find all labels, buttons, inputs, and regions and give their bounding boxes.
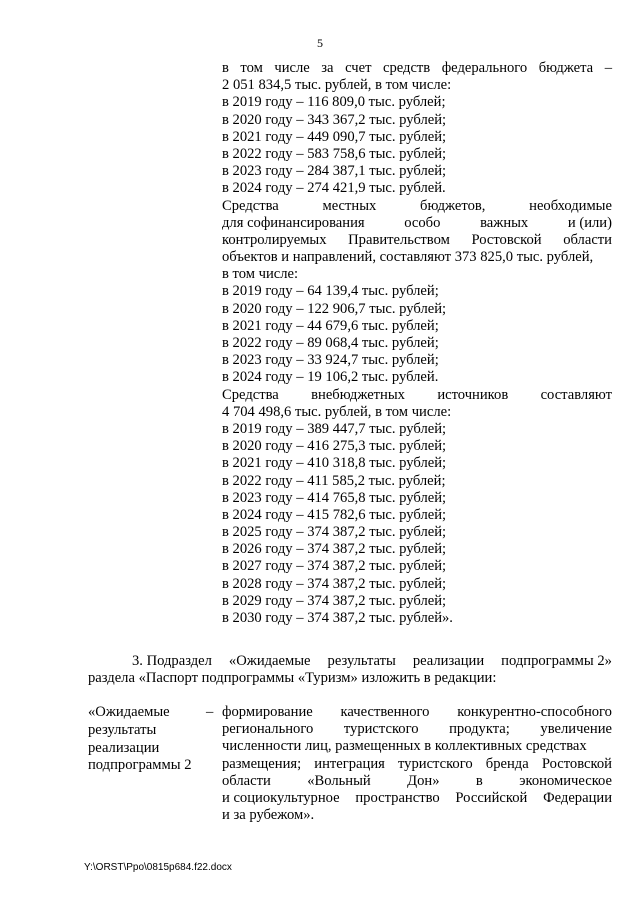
year-line: в 2021 году – 44 679,6 тыс. рублей; [222, 317, 439, 334]
word: – [604, 60, 612, 76]
word: продукта; [449, 721, 510, 738]
justified-line [222, 756, 612, 773]
word: реализации [412, 653, 485, 669]
word: интеграция [314, 755, 385, 772]
word: для софинансирования [222, 214, 365, 231]
year-line: в 2022 году – 411 585,2 тыс. рублей; [222, 472, 446, 489]
year-line: в 2020 году – 343 367,2 тыс. рублей; [222, 111, 447, 128]
text-line: 2 051 834,5 тыс. рублей, в том числе: [222, 77, 452, 94]
word: Федерации [543, 789, 612, 806]
year-line: в 2025 году – 374 387,2 тыс. рублей; [222, 524, 447, 541]
word: экономическое [519, 772, 612, 789]
word: важных [480, 214, 529, 231]
year-line: в 2024 году – 415 782,6 тыс. рублей; [222, 506, 447, 523]
year-line: в 2029 году – 374 387,2 тыс. рублей; [222, 592, 447, 609]
word: области [563, 231, 612, 248]
word: Правительством [348, 231, 450, 248]
page-number: 5 [317, 36, 323, 50]
word: федерального [441, 60, 528, 76]
justified-line [222, 773, 612, 790]
year-line: в 2019 году – 389 447,7 тыс. рублей; [222, 420, 447, 437]
word: туристского [343, 721, 419, 738]
justified-line [222, 721, 612, 738]
word: бюджета [538, 60, 594, 76]
word: регионального [222, 721, 314, 738]
year-line: в 2023 году – 284 387,1 тыс. рублей; [222, 163, 447, 180]
word: качественного [340, 704, 430, 720]
text-line: объектов и направлений, составляют 373 825,0 тыс. рублей, [222, 249, 594, 266]
year-line: в 2022 году – 583 758,6 тыс. рублей; [222, 145, 447, 162]
year-line: в 2024 году – 274 421,9 тыс. рублей. [222, 180, 446, 197]
year-line: в 2023 году – 414 765,8 тыс. рублей; [222, 489, 447, 506]
table-label-line: результаты [88, 721, 157, 738]
word: Ростовской [541, 755, 612, 772]
file-path-footer: Y:\ORST\Ppo\0815p684.f22.docx [84, 862, 232, 873]
table-label-line: «Ожидаемые [88, 704, 170, 720]
word: средств [382, 60, 431, 76]
word: 3. Подраздел [132, 653, 212, 669]
text-line: раздела «Паспорт подпрограммы «Туризм» изложить в редакции: [88, 670, 497, 687]
justified-line [222, 387, 612, 404]
word: области [222, 772, 271, 789]
year-line: в 2020 году – 122 906,7 тыс. рублей; [222, 300, 447, 317]
year-line: в 2019 году – 116 809,0 тыс. рублей; [222, 94, 446, 111]
word: «Ожидаемые [228, 653, 311, 669]
word: внебюджетных [311, 386, 405, 403]
word: в [475, 772, 483, 789]
text-line: 4 704 498,6 тыс. рублей, в том числе: [222, 403, 452, 420]
year-line: в 2020 году – 416 275,3 тыс. рублей; [222, 438, 447, 455]
word: и (или) [567, 214, 612, 231]
word: Дон» [407, 772, 440, 789]
justified-line [222, 790, 612, 807]
justified-line [88, 652, 612, 669]
word: Ростовской [471, 231, 542, 248]
text-line: в том числе: [222, 266, 299, 283]
word: размещения; [222, 755, 302, 772]
table-label-line: подпрограммы 2 [88, 757, 192, 774]
year-line: в 2021 году – 449 090,7 тыс. рублей; [222, 128, 447, 145]
year-line: в 2023 году – 33 924,7 тыс. рублей; [222, 352, 439, 369]
year-line: в 2022 году – 89 068,4 тыс. рублей; [222, 335, 439, 351]
word: «Вольный [307, 772, 371, 789]
word: формирование [222, 704, 313, 720]
year-line: в 2021 году – 410 318,8 тыс. рублей; [222, 455, 447, 472]
table-left-column [88, 704, 218, 775]
word: Российской [455, 789, 528, 806]
justified-line [222, 198, 612, 215]
word: подпрограммы 2» [501, 653, 612, 669]
year-line: в 2027 году – 374 387,2 тыс. рублей; [222, 558, 447, 575]
year-line: в 2024 году – 19 106,2 тыс. рублей. [222, 369, 439, 386]
table-label-line: реализации [88, 739, 160, 756]
section-3-paragraph [88, 652, 612, 686]
year-line: в 2028 году – 374 387,2 тыс. рублей; [222, 575, 447, 592]
word: бюджетов, [420, 197, 486, 214]
year-line: в 2026 году – 374 387,2 тыс. рублей; [222, 541, 447, 558]
word: конкурентно-способного [457, 704, 612, 720]
word: контролируемых [222, 231, 327, 248]
word: увеличение [540, 721, 612, 738]
year-line: в 2019 году – 64 139,4 тыс. рублей; [222, 283, 439, 300]
word: особо [404, 214, 441, 231]
word: пространство [355, 789, 440, 806]
word: числе [274, 60, 310, 76]
word: необходимые [529, 197, 612, 214]
table-dash: – [206, 704, 214, 720]
word: составляют [540, 386, 612, 403]
word: бренда [485, 755, 529, 772]
text-line: численности лиц, размещенных в коллективных средствах [222, 738, 587, 755]
justified-line [222, 232, 612, 249]
justified-line [222, 60, 612, 77]
year-line: в 2030 году – 374 387,2 тыс. рублей». [222, 610, 453, 626]
word: за [321, 60, 334, 76]
word: туристского [397, 755, 473, 772]
word: местных [322, 197, 377, 214]
word: том [240, 60, 263, 76]
word: в [222, 60, 229, 76]
word: Средства [222, 197, 279, 214]
word: результаты [327, 653, 396, 669]
word: Средства [222, 386, 279, 403]
justified-line [222, 215, 612, 232]
federal-budget-block [222, 60, 612, 627]
word: источников [437, 386, 509, 403]
word: счет [345, 60, 372, 76]
table-right-column [222, 704, 612, 824]
justified-line [222, 704, 612, 721]
word: и социокультурное [222, 789, 340, 806]
text-line: и за рубежом». [222, 807, 315, 824]
